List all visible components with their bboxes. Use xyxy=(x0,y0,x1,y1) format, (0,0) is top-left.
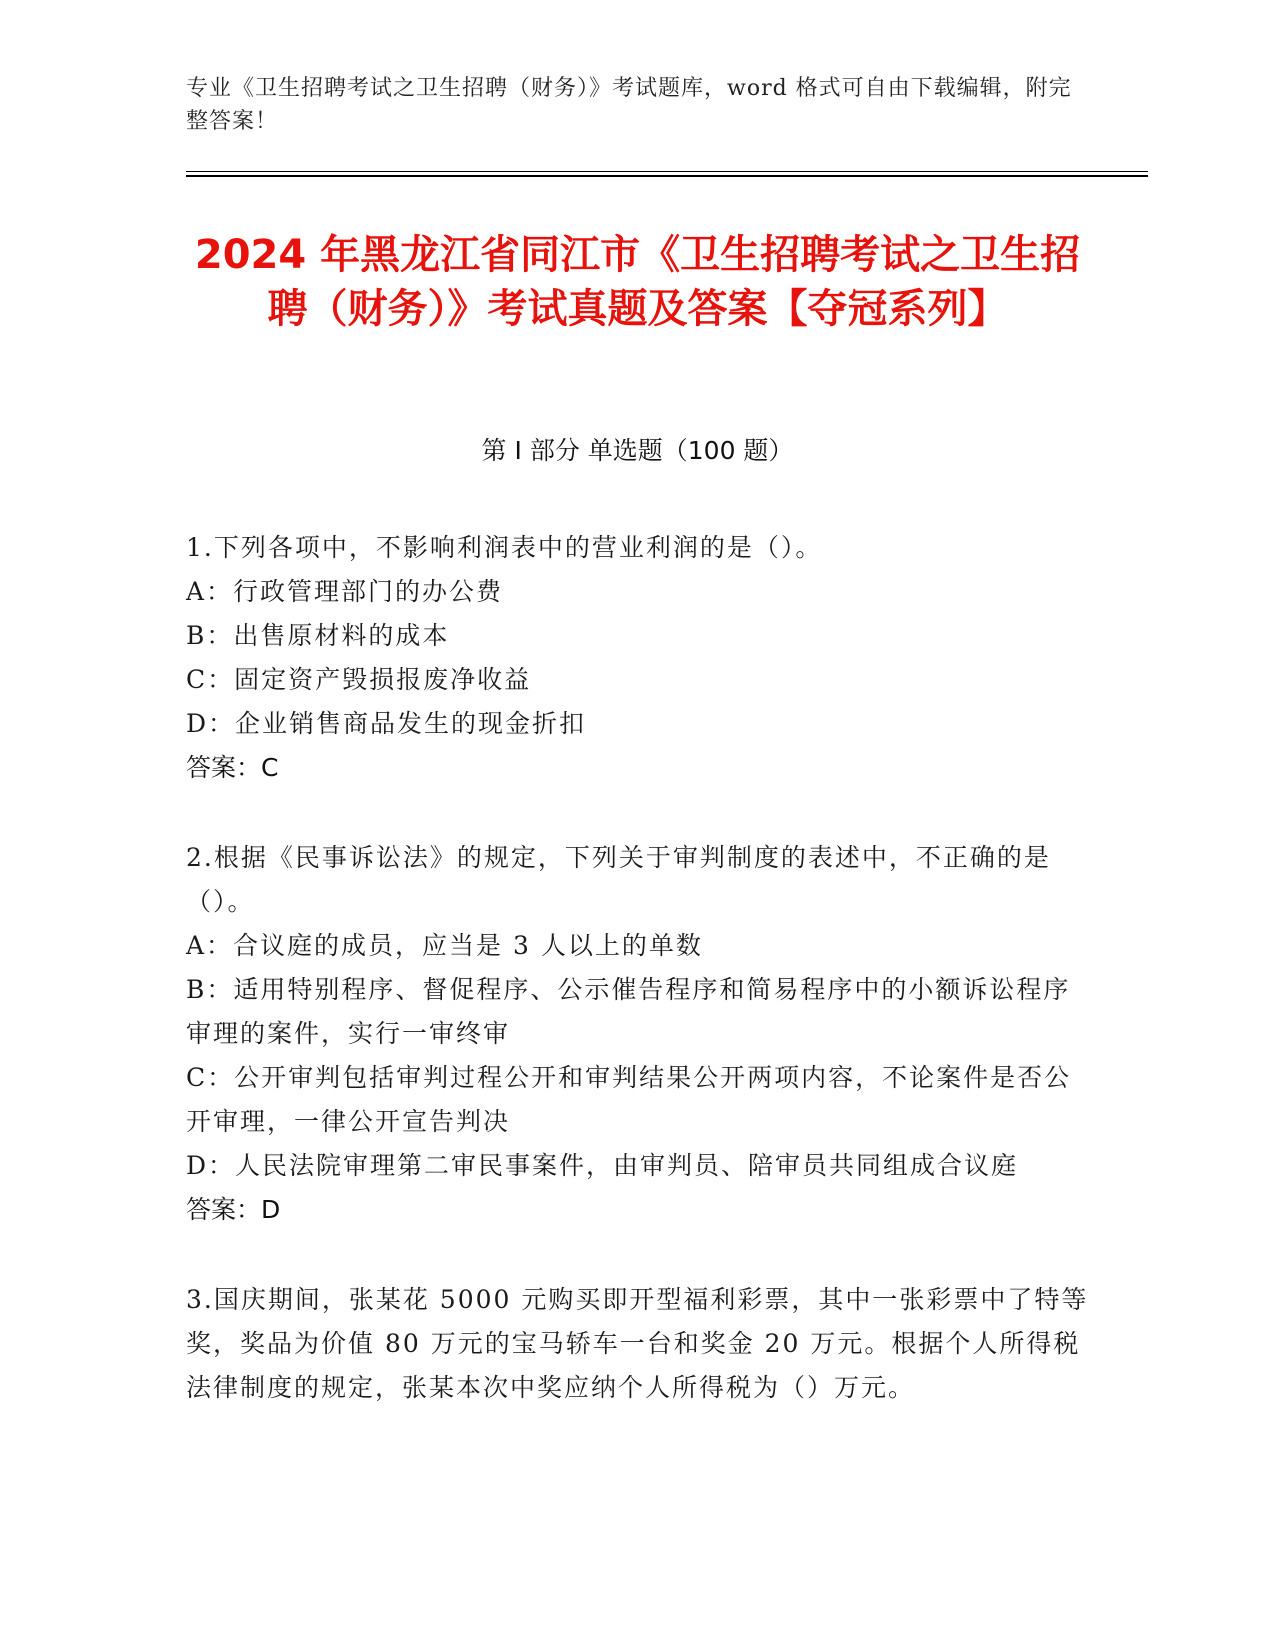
option-b: B：出售原材料的成本 xyxy=(186,621,450,650)
document-title: 2024 年黑龙江省同江市《卫生招聘考试之卫生招聘（财务）》考试真题及答案【夺冠系列】 xyxy=(194,232,1081,332)
option-c: C：固定资产毁损报废净收益 xyxy=(186,665,532,694)
header-divider-thin xyxy=(186,171,1148,172)
option-d: D：人民法院审理第二审民事案件，由审判员、陪审员共同组成合议庭 xyxy=(186,1151,1019,1180)
answer: 答案：C xyxy=(186,753,279,782)
option-b: B：适用特别程序、督促程序、公示催告程序和简易程序中的小额诉讼程序审理的案件，实行一审终审 xyxy=(186,975,1071,1048)
answer: 答案：D xyxy=(186,1195,281,1224)
header-note: 专业《卫生招聘考试之卫生招聘（财务）》考试题库，word 格式可自由下载编辑，附完整答案！ xyxy=(186,76,1072,134)
header-divider-thick xyxy=(186,175,1148,177)
option-a: A：行政管理部门的办公费 xyxy=(186,577,504,606)
question-text: 1.下列各项中，不影响利润表中的营业利润的是（）。 xyxy=(186,533,823,562)
question-text: 3.国庆期间，张某花 5000 元购买即开型福利彩票，其中一张彩票中了特等奖，奖品为价值 80 万元的宝马轿车一台和奖金 20 万元。根据个人所得税法律制度的规定，张某本次中奖应纳个人所得税为（）万元。 xyxy=(186,1285,1089,1402)
question-2 xyxy=(186,836,1091,1232)
question-text: 2.根据《民事诉讼法》的规定，下列关于审判制度的表述中，不正确的是（）。 xyxy=(186,843,1051,916)
option-d: D：企业销售商品发生的现金折扣 xyxy=(186,709,587,738)
option-a: A：合议庭的成员，应当是 3 人以上的单数 xyxy=(186,931,703,960)
question-1 xyxy=(186,526,1091,790)
question-list xyxy=(186,526,1091,1456)
option-c: C：公开审判包括审判过程公开和审判结果公开两项内容，不论案件是否公开审理，一律公开宣告判决 xyxy=(186,1063,1072,1136)
question-3 xyxy=(186,1278,1091,1410)
section-heading: 第 I 部分 单选题（100 题） xyxy=(481,436,794,465)
